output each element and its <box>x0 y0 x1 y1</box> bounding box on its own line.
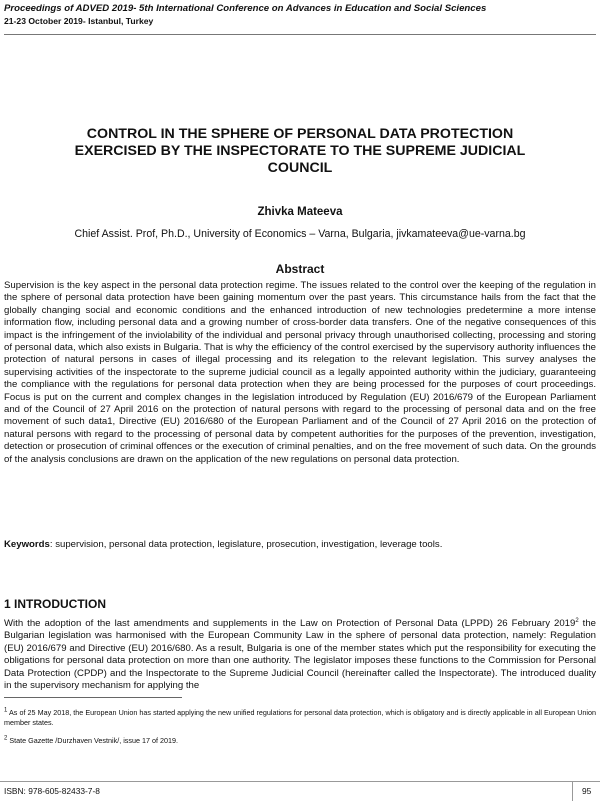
footnote-text: State Gazette /Durzhaven Vestnik/, issue 17 of 2019. <box>7 736 178 745</box>
running-header <box>4 0 596 35</box>
footnote <box>4 708 596 728</box>
keywords-label: Keywords <box>4 539 50 550</box>
intro-text-part: With the adoption of the last amendments and supplements in the Law on Protection of Personal Data (LPPD) 26 February 2019 <box>4 618 576 629</box>
page-number: 95 <box>582 786 592 796</box>
author-affiliation: Chief Assist. Prof, Ph.D., University of Economics – Varna, Bulgaria, jivkamateeva@ue-varna.bg <box>74 228 526 240</box>
author-name: Zhivka Mateeva <box>257 206 343 218</box>
footnote-separator <box>4 697 182 698</box>
abstract-text: Supervision is the key aspect in the personal data protection regime. The issues related to the control over the keeping of the regulation in the sphere of personal data protection have been gaining momentum over the past years. This circumstance hails from the fact that the globally changing social and economic conditions and the enhanced introduction of new technologies predetermine a more intense information flow, including personal data and a growing number of cross-border data transfers. One of the negative consequences of this impact is the infringement of the inviolability of the individual and personal privacy through unauthorised collecting, processing and storing of personal data, which also exists in Bulgaria. That is why the efficiency of the control exercised by the supervisory authority influences the protection of natural persons in cases of illegal processing and its relegation to the relevant legislation. This survey analyses the supervising activities of the inspectorate to the supreme judicial council as a legally appointed authority within the judiciary, guaranteeing the compliance with the regulations for personal data protection when they are being processed for the purposes of court proceedings. Focus is put on the current and complex changes in the legislation introduced by Regulation (EU) 2016/679 of the European Parliament and of the Council of 27 April 2016 on the protection of natural persons with regard to the processing of personal data and on the free movement of such data1, Directive (EU) 2016/680 of the European Parliament and of the Council of 27 April 2016 on the protection of natural persons with regard to the processing of personal data by competent authorities for the purposes of the prevention, investigation, detection or prosecution of criminal offences or the execution of criminal penalties, and on the free movement of such data. On the grounds of the analysis conclusions are drawn on the application of the new regulations on personal data protection. <box>4 280 596 465</box>
footnote-text: As of 25 May 2018, the European Union has started applying the new unified regulations for personal data protection, which is obligatory and is directly applicable in all European Union member states. <box>4 708 596 727</box>
abstract-heading: Abstract <box>275 262 325 276</box>
footnote-mark: 1 <box>4 707 8 714</box>
title-line: CONTROL IN THE SPHERE OF PERSONAL DATA PROTECTION <box>86 126 514 142</box>
introduction-text <box>4 618 596 692</box>
conference-name: Proceedings of ADVED 2019- 5th International Conference on Advances in Education and Social Sciences <box>4 3 487 14</box>
title-line: EXERCISED BY THE INSPECTORATE TO THE SUPREME JUDICIAL <box>74 143 526 159</box>
footnote <box>4 736 596 746</box>
section-heading: 1 INTRODUCTION <box>4 597 106 611</box>
keywords <box>4 539 596 551</box>
intro-text-part: the Bulgarian legislation was harmonised with the European Community Law in the sphere of personal data protection, namely: Regulation (EU) 2016/679 and Directive (EU) 2016/680. As a result, Bulgaria is one of the member states which put the responsibility for executing the obligations for personal data protection on more than one authority. The legislator imposes these functions to the Commission for Personal Data Protection (CPDP) and the Inspectorate to the Supreme Judicial Council (hereinafter called the Inspectorate). The introduced duality in the supervisory mechanism for applying the <box>4 618 596 692</box>
footnote-mark: 2 <box>4 735 8 742</box>
paper-title <box>20 126 580 177</box>
footnote-reference: 2 <box>575 617 579 624</box>
footer-divider <box>572 782 573 801</box>
conference-date-place: 21-23 October 2019- Istanbul, Turkey <box>4 16 154 26</box>
keywords-text: : supervision, personal data protection, legislature, prosecution, investigation, leverage tools. <box>49 539 443 550</box>
page-footer <box>0 781 600 801</box>
title-line: COUNCIL <box>267 160 333 176</box>
isbn: ISBN: 978-605-82433-7-8 <box>4 786 100 796</box>
